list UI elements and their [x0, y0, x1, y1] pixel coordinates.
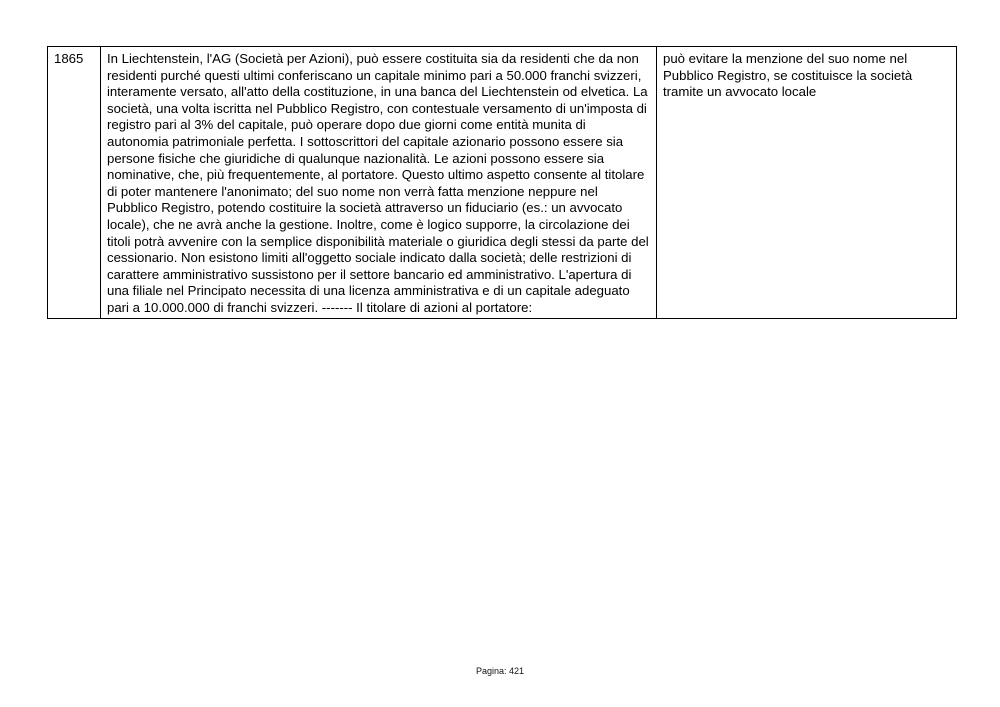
- table-row: [48, 47, 957, 319]
- question-number-cell: 1865: [48, 47, 101, 319]
- answer-text-cell: può evitare la menzione del suo nome nel Pubblico Registro, se costituisce la società tramite un avvocato locale: [657, 47, 957, 319]
- question-table: [47, 46, 957, 319]
- question-text-cell: In Liechtenstein, l'AG (Società per Azioni), può essere costituita sia da residenti che da non residenti purché questi ultimi conferiscano un capitale minimo pari a 50.000 franchi svizzeri, interamente versato, all'atto della costituzione, in una banca del Liechtenstein od elvetica. La società, una volta iscritta nel Pubblico Registro, con contestuale versamento di un'imposta di registro pari al 3% del capitale, può operare dopo due giorni come entità munita di autonomia patrimoniale perfetta. I sottoscrittori del capitale azionario possono essere sia persone fisiche che giuridiche di qualunque nazionalità. Le azioni possono essere sia nominative, che, più frequentemente, al portatore. Questo ultimo aspetto consente al titolare di poter mantenere l'anonimato; del suo nome non verrà fatta menzione neppure nel Pubblico Registro, potendo costituire la società attraverso un fiduciario (es.: un avvocato locale), che ne avrà anche la gestione. Inoltre, come è logico supporre, la circolazione dei titoli potrà avvenire con la semplice disponibilità materiale o giuridica degli stessi da parte del cessionario. Non esistono limiti all'oggetto sociale indicato dalla società; delle restrizioni di carattere amministrativo sussistono per il settore bancario ed amministrativo. L'apertura di una filiale nel Principato necessita di una licenza amministrativa e di un capitale adeguato pari a 10.000.000 di franchi svizzeri. ------- Il titolare di azioni al portatore:: [101, 47, 657, 319]
- page-number-footer: Pagina: 421: [475, 666, 525, 676]
